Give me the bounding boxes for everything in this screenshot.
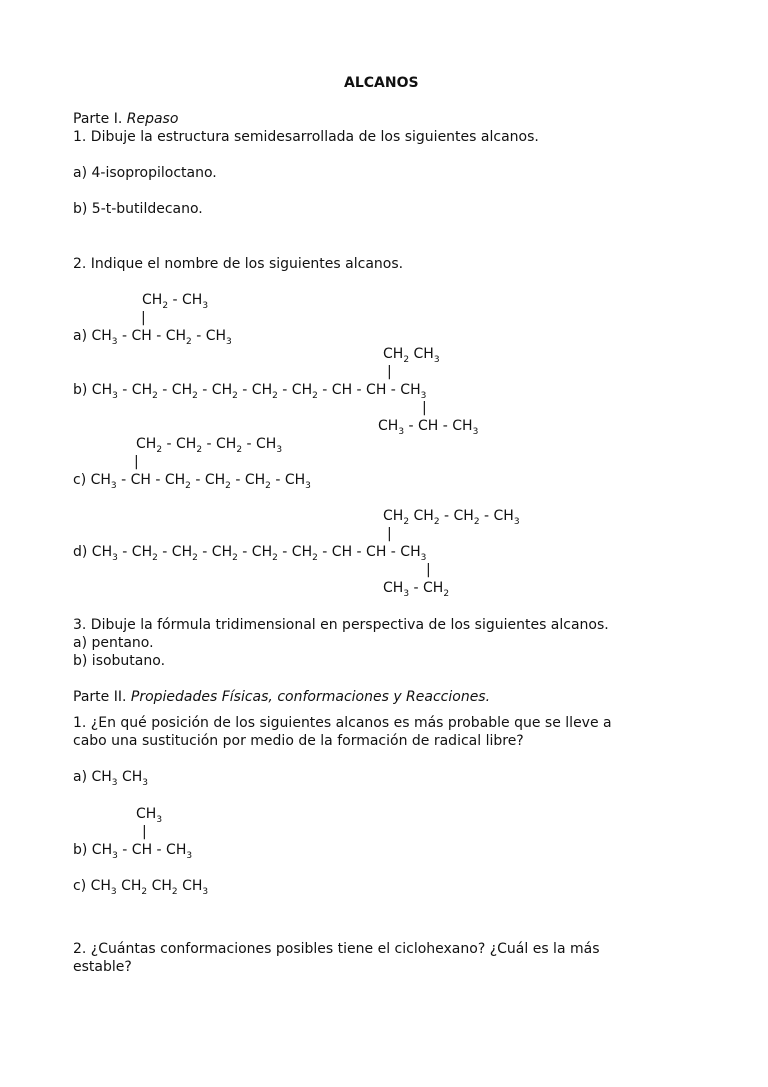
p2-q2-line2: estable? <box>73 959 132 975</box>
p2-q1-line1: 1. ¿En qué posición de los siguientes alcanos es más probable que se lleve a <box>73 715 612 731</box>
part2-label: Parte II. <box>73 689 127 705</box>
p1-q2a-bond: | <box>141 310 146 326</box>
p1-q1a: a) 4-isopropiloctano. <box>73 165 217 181</box>
part1-heading <box>73 110 178 128</box>
p2-q1b-main: b) $CH_3$ - CH - $CH_3$ <box>73 842 193 861</box>
p1-q1: 1. Dibuje la estructura semidesarrollada de los siguientes alcanos. <box>73 129 539 145</box>
p1-q1b: b) 5-t-butildecano. <box>73 201 203 217</box>
p1-q2d-branch-bottom: $CH_3 - CH_2$ <box>383 580 450 599</box>
p1-q2d-main: d) $CH_3 - CH_2 - CH_2 - CH_2 - CH_2 - CH_2$ - CH - CH - $CH_3$ <box>73 544 427 563</box>
p1-q2c-branch: $CH_2 - CH_2 - CH_2 - CH_3$ <box>136 436 283 455</box>
p2-q1b-branch: $CH_3$ <box>136 806 163 825</box>
p1-q2c-main: c) $CH_3$ - CH - $CH_2 - CH_2 - CH_2 - CH_3$ <box>73 472 311 491</box>
p1-q3b: b) isobutano. <box>73 653 166 669</box>
part1-label-italic: Repaso <box>126 111 179 127</box>
p1-q2a-main: a) $CH_3$ - CH - $CH_2 - CH_3$ <box>73 328 232 347</box>
p1-q2b-branch-bottom: $CH_3$ - CH - $CH_3$ <box>378 418 479 437</box>
p2-q1a: a) $CH_3$ $CH_3$ <box>73 769 149 788</box>
p1-q3: 3. Dibuje la fórmula tridimensional en perspectiva de los siguientes alcanos. <box>73 617 609 633</box>
p1-q2b-bond-top: | <box>387 364 392 380</box>
p1-q2b-branch-top: $CH_2$ $CH_3$ <box>383 346 440 365</box>
p1-q2d-bond-top: | <box>387 526 392 542</box>
part1-label: Parte I. <box>73 111 123 127</box>
p1-q3a: a) pentano. <box>73 635 154 651</box>
part2-heading <box>73 688 490 706</box>
p2-q1-line2: cabo una sustitución por medio de la formación de radical libre? <box>73 733 524 749</box>
p1-q2b-bond-bottom: | <box>422 400 427 416</box>
p1-q2: 2. Indique el nombre de los siguientes alcanos. <box>73 256 404 272</box>
p2-q1b-bond: | <box>142 824 147 840</box>
page-title: ALCANOS <box>344 75 419 91</box>
p1-q2d-bond-bottom: | <box>426 562 431 578</box>
part2-label-italic: Propiedades Físicas, conformaciones y Reacciones. <box>130 689 491 705</box>
p2-q2-line1: 2. ¿Cuántas conformaciones posibles tiene el ciclohexano? ¿Cuál es la más <box>73 941 600 957</box>
p1-q2d-branch-top: $CH_2$ $CH_2 - CH_2 - CH_3$ <box>383 508 520 527</box>
p1-q2a-branch: $CH_2 - CH_3$ <box>142 292 209 311</box>
p1-q2b-main: b) $CH_3 - CH_2 - CH_2 - CH_2 - CH_2 - CH_2$ - CH - CH - $CH_3$ <box>73 382 427 401</box>
p2-q1c: c) $CH_3$ $CH_2$ $CH_2$ $CH_3$ <box>73 878 209 897</box>
p1-q2c-bond: | <box>134 454 139 470</box>
